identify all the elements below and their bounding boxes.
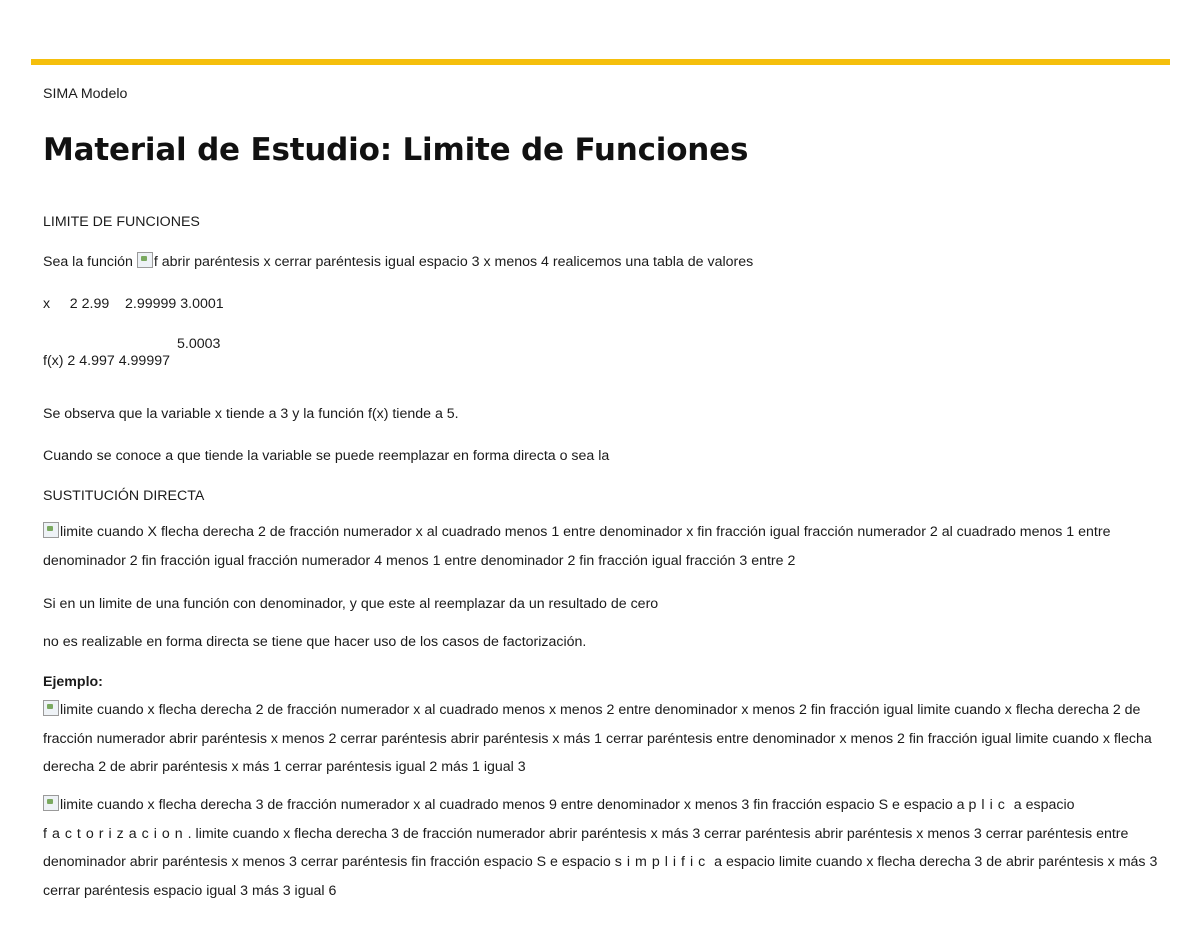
paragraph-factorization: no es realizable en forma directa se tiene que hacer uso de los casos de factorización. bbox=[43, 634, 587, 650]
table-row-x: x 2 2.99 2.99999 3.0001 bbox=[43, 296, 224, 312]
broken-image-icon bbox=[137, 252, 153, 268]
formula-spaced-text: factorizacion bbox=[43, 825, 188, 842]
example-label: Ejemplo: bbox=[43, 674, 103, 690]
formula-alt-text: a espacio bbox=[1009, 797, 1075, 813]
formula-block-3 bbox=[43, 791, 1163, 905]
formula-alt-text: a espacio limite cuando x flecha derecha 3 de abrir paréntesis x más 3 cerrar paréntesis espacio igual 3 más 3 igual 6 bbox=[43, 854, 1158, 899]
formula-spaced-text: simplific bbox=[614, 854, 711, 870]
paragraph-observation: Se observa que la variable x tiende a 3 y la función f(x) tiende a 5. bbox=[43, 406, 459, 422]
broken-image-icon bbox=[43, 795, 59, 811]
formula-alt-text: . limite cuando x flecha derecha 3 de fracción numerador abrir paréntesis x más 3 cerrar paréntesis abrir paréntesis x menos 3 cerrar paréntesis entre denominador abrir paréntesis x menos 3 cerrar paréntesis fin fracción espacio S e espacio bbox=[43, 825, 1129, 870]
formula-alt-text: limite cuando x flecha derecha 3 de fracción numerador x al cuadrado menos 9 entre denominador x menos 3 fin fracción espacio S e espacio a bbox=[60, 797, 965, 813]
paragraph-function bbox=[43, 248, 753, 276]
formula-block-1 bbox=[43, 518, 1163, 575]
section-heading-sustitucion: SUSTITUCIÓN DIRECTA bbox=[43, 488, 205, 504]
page-title: Material de Estudio: Limite de Funciones bbox=[43, 132, 749, 168]
paragraph-direct: Cuando se conoce a que tiende la variable se puede reemplazar en forma directa o sea la bbox=[43, 448, 610, 464]
table-row-fx-superscript: 5.0003 bbox=[177, 336, 221, 352]
accent-rule bbox=[31, 59, 1170, 65]
formula-alt-text: limite cuando x flecha derecha 2 de fracción numerador x al cuadrado menos x menos 2 entre denominador x menos 2 fin fracción igual limite cuando x flecha derecha 2 de fracción numerador abrir paréntesis x menos 2 cerrar paréntesis abrir paréntesis x más 1 cerrar paréntesis entre denominador x menos 2 fin fracción igual limite cuando x flecha derecha 2 de abrir paréntesis x más 1 cerrar paréntesis igual 2 más 1 igual 3 bbox=[43, 702, 1152, 775]
formula-alt-text: f abrir paréntesis x cerrar paréntesis igual espacio 3 x menos 4 bbox=[153, 254, 549, 270]
formula-alt-text: limite cuando X flecha derecha 2 de fracción numerador x al cuadrado menos 1 entre denominador x fin fracción igual fracción numerador 2 al cuadrado menos 1 entre denominador 2 fin fracción igual fracción numerador 4 menos 1 entre denominador 2 fin fracción igual fracción 3 entre 2 bbox=[43, 524, 1111, 569]
broken-image-icon bbox=[43, 522, 59, 538]
paragraph-denominator: Si en un limite de una función con denominador, y que este al reemplazar da un resultado de cero bbox=[43, 596, 659, 612]
table-row-fx: f(x) 2 4.997 4.99997 bbox=[43, 353, 170, 369]
section-heading-limite: LIMITE DE FUNCIONES bbox=[43, 214, 200, 230]
paragraph-text: Sea la función bbox=[43, 254, 137, 270]
paragraph-text: realicemos una tabla de valores bbox=[548, 254, 754, 270]
broken-image-icon bbox=[43, 700, 59, 716]
formula-spaced-text: plic bbox=[968, 797, 1010, 813]
formula-block-2 bbox=[43, 696, 1163, 782]
course-name: SIMA Modelo bbox=[43, 86, 128, 102]
